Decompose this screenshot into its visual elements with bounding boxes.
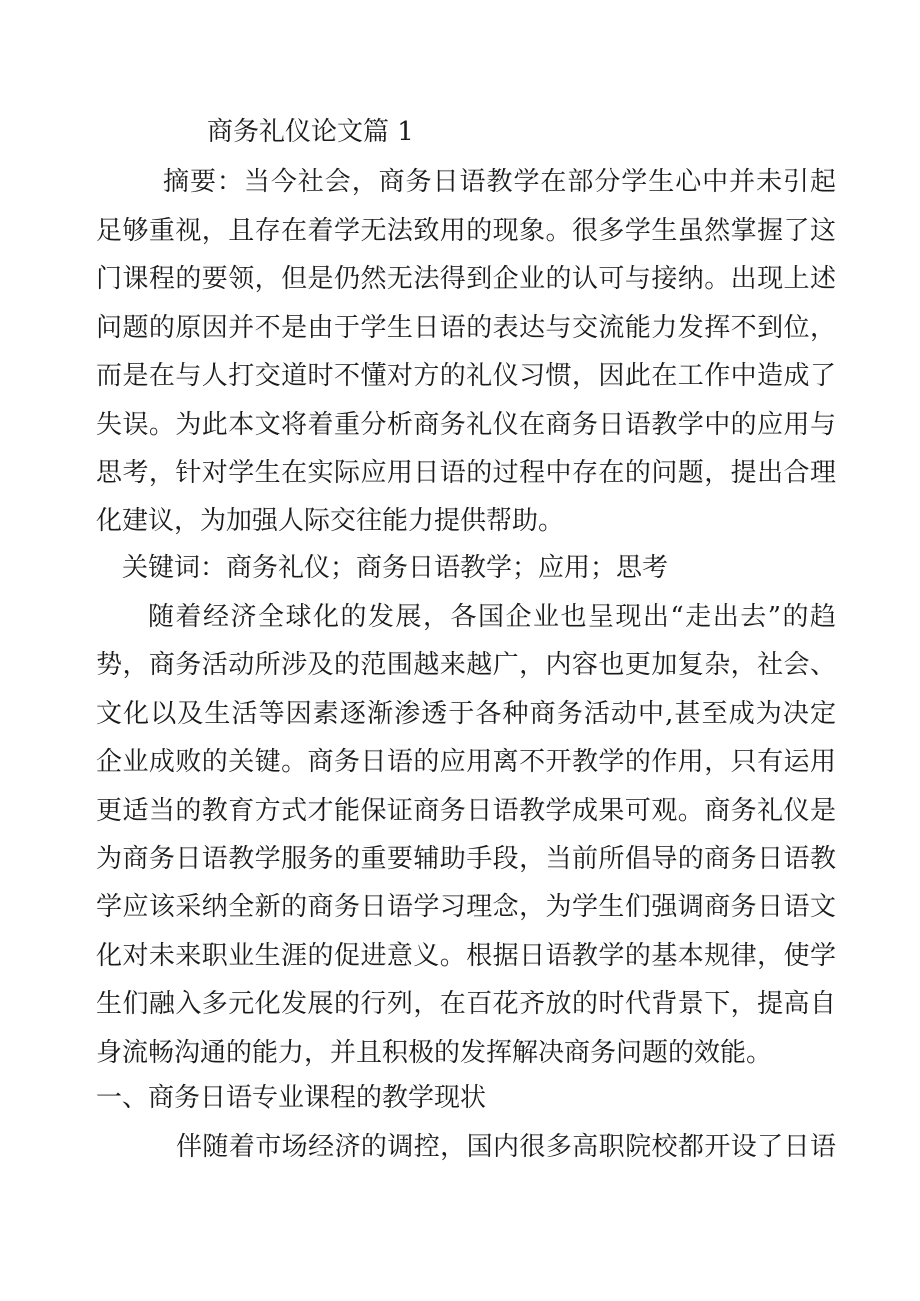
intro-line: 生们融入多元化发展的行列，在百花齐放的时代背景下，提高自	[96, 989, 836, 1019]
intro-line: 文化以及生活等因素逐渐渗透于各种商务活动中,甚至成为决定	[96, 699, 836, 729]
document-title: 商务礼仪论文篇 1	[207, 117, 414, 147]
intro-line: 势，商务活动所涉及的范围越来越广，内容也更加复杂，社会、	[96, 650, 836, 680]
intro-line: 化对未来职业生涯的促进意义。根据日语教学的基本规律，使学	[96, 941, 836, 971]
abstract-line: 思考，针对学生在实际应用日语的过程中存在的问题，提出合理	[96, 458, 836, 488]
abstract-line: 失误。为此本文将着重分析商务礼仪在商务日语教学中的应用与	[96, 410, 836, 440]
section-line: 伴随着市场经济的调控，国内很多高职院校都开设了日语	[176, 1132, 836, 1162]
intro-line: 为商务日语教学服务的重要辅助手段，当前所倡导的商务日语教	[96, 844, 836, 874]
intro-line: 随着经济全球化的发展，各国企业也呈现出“走出去”的趋	[148, 602, 836, 632]
intro-line: 更适当的教育方式才能保证商务日语教学成果可观。商务礼仪是	[96, 796, 836, 826]
intro-line: 企业成败的关键。商务日语的应用离不开教学的作用，只有运用	[96, 747, 836, 777]
abstract-line: 而是在与人打交道时不懂对方的礼仪习惯，因此在工作中造成了	[96, 361, 836, 391]
abstract-line: 化建议，为加强人际交往能力提供帮助。	[96, 506, 565, 536]
abstract-line: 摘要：当今社会，商务日语教学在部分学生心中并未引起	[163, 167, 836, 197]
intro-line: 身流畅沟通的能力，并且积极的发挥解决商务问题的效能。	[96, 1038, 773, 1068]
abstract-line: 门课程的要领，但是仍然无法得到企业的认可与接纳。出现上述	[96, 264, 836, 294]
abstract-line: 足够重视，且存在着学无法致用的现象。很多学生虽然掌握了这	[96, 216, 836, 246]
abstract-line: 问题的原因并不是由于学生日语的表达与交流能力发挥不到位，	[96, 313, 836, 343]
keywords-line: 关键词：商务礼仪；商务日语教学；应用；思考	[122, 553, 669, 583]
intro-line: 学应该采纳全新的商务日语学习理念，为学生们强调商务日语文	[96, 892, 836, 922]
section-heading: 一、商务日语专业课程的教学现状	[96, 1083, 487, 1113]
